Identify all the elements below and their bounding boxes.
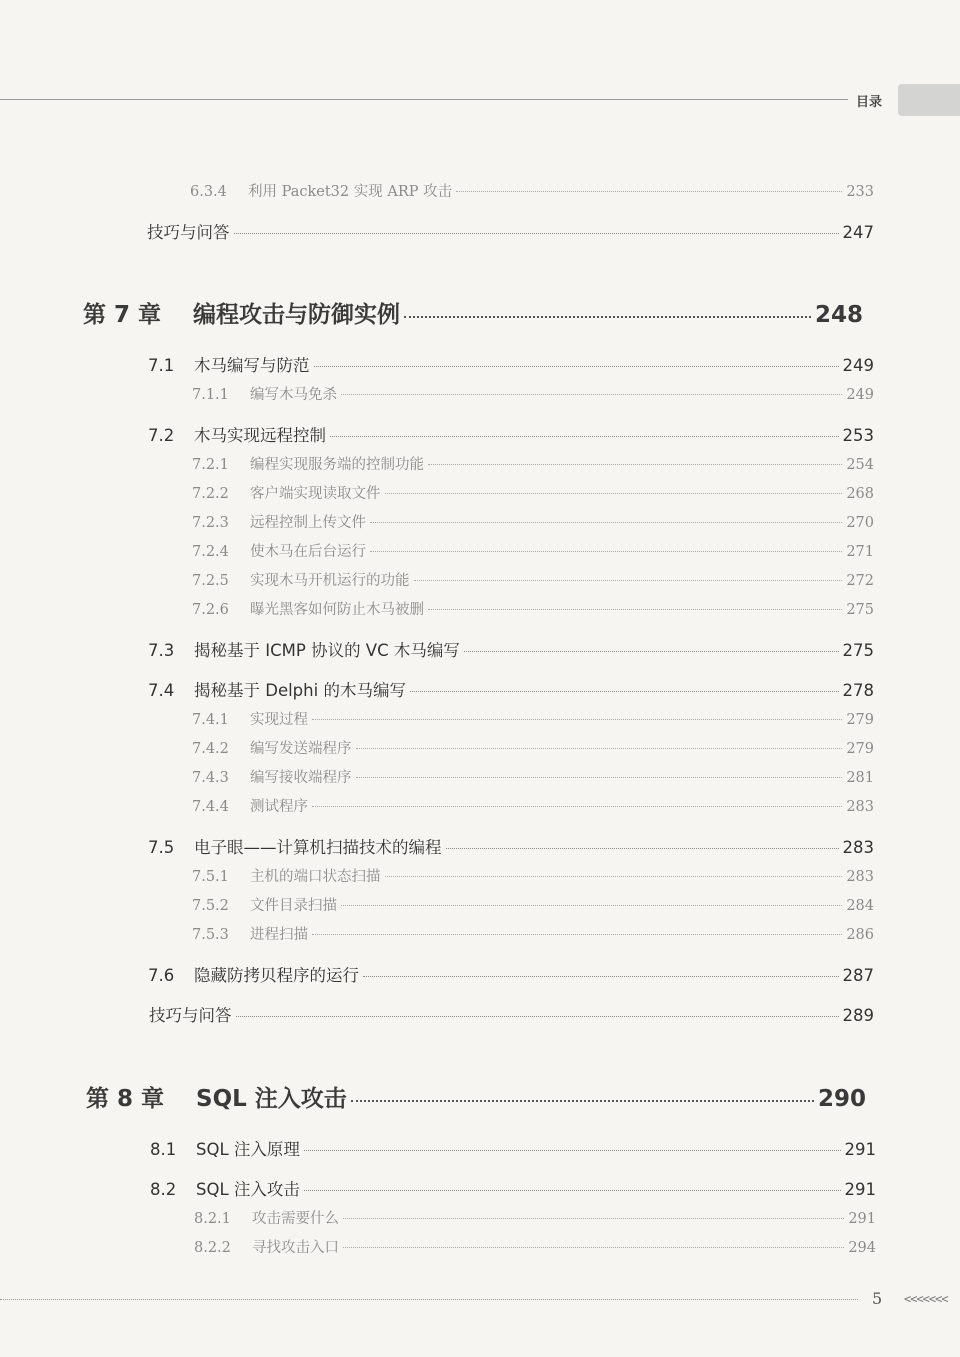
dot-leader xyxy=(236,1016,839,1017)
entry-title: 隐藏防拷贝程序的运行 xyxy=(194,966,359,985)
entry-title: 编写接收端程序 xyxy=(250,770,352,786)
entry-page: 294 xyxy=(848,1240,876,1256)
entry-title: SQL 注入攻击 xyxy=(196,1180,300,1199)
entry-number: 7.3 xyxy=(148,641,175,660)
entry-number: 7.4.2 xyxy=(192,741,229,757)
header-rule xyxy=(0,99,848,100)
chapter-title: 编程攻击与防御实例 xyxy=(193,302,400,328)
entry-number: 8.1 xyxy=(150,1140,177,1159)
entry-title: 曝光黑客如何防止木马被删 xyxy=(250,602,424,618)
entry-number: 8.2.2 xyxy=(194,1240,231,1256)
toc-entry-6-3-4 xyxy=(190,180,874,201)
dot-leader xyxy=(351,1100,814,1102)
entry-number: 7.4.4 xyxy=(192,799,229,815)
dot-leader xyxy=(428,464,842,465)
toc-entry-7-5-1 xyxy=(192,865,874,886)
entry-page: 233 xyxy=(846,184,874,200)
entry-page: 291 xyxy=(844,1140,876,1159)
toc-entry-7-2-3 xyxy=(192,511,874,532)
dot-leader xyxy=(341,905,842,906)
dot-leader xyxy=(312,719,842,720)
entry-title: 揭秘基于 ICMP 协议的 VC 木马编写 xyxy=(194,641,460,660)
entry-page: 249 xyxy=(846,387,874,403)
entry-page: 249 xyxy=(842,356,874,375)
dot-leader xyxy=(356,748,843,749)
entry-page: 253 xyxy=(842,426,874,445)
dot-leader xyxy=(314,366,839,367)
entry-page: 287 xyxy=(842,966,874,985)
header-label: 目录 xyxy=(856,95,883,110)
toc-entry-7-4-3 xyxy=(192,766,874,787)
entry-page: 275 xyxy=(846,602,874,618)
dot-leader xyxy=(456,191,842,192)
entry-page: 247 xyxy=(842,223,874,242)
entry-number: 7.2.5 xyxy=(192,573,229,589)
chapter-number: 第 8 章 xyxy=(86,1086,165,1112)
toc-entry-8-1 xyxy=(150,1136,876,1160)
entry-number: 7.4 xyxy=(148,681,175,700)
dot-leader xyxy=(385,876,843,877)
entry-number: 7.2.3 xyxy=(192,515,229,531)
entry-title: 进程扫描 xyxy=(250,927,308,943)
entry-page: 284 xyxy=(846,898,874,914)
entry-title: 远程控制上传文件 xyxy=(250,515,366,531)
entry-number: 7.2.4 xyxy=(192,544,229,560)
dot-leader xyxy=(304,1150,841,1151)
footer-page-number: 5 xyxy=(872,1289,883,1308)
entry-page: 278 xyxy=(842,681,874,700)
entry-page: 283 xyxy=(846,869,874,885)
toc-entry-7-4 xyxy=(148,677,874,701)
toc-entry-7-2-5 xyxy=(192,569,874,590)
entry-title: 编写木马免杀 xyxy=(250,387,337,403)
dot-leader xyxy=(341,394,842,395)
dot-leader xyxy=(414,580,843,581)
dot-leader xyxy=(428,609,842,610)
toc-entry-7-5-2 xyxy=(192,894,874,915)
toc-entry-7-5-3 xyxy=(192,923,874,944)
dot-leader xyxy=(410,691,839,692)
footer-rule xyxy=(0,1299,858,1300)
toc-entry-8-2-2 xyxy=(194,1236,876,1257)
entry-title: 使木马在后台运行 xyxy=(250,544,366,560)
entry-number: 7.1 xyxy=(148,356,175,375)
toc-entry-7-4-4 xyxy=(192,795,874,816)
toc-entry-7-2-2 xyxy=(192,482,874,503)
entry-title: 技巧与问答 xyxy=(147,223,230,242)
dot-leader xyxy=(404,316,811,318)
toc-entry-7-2-6 xyxy=(192,598,874,619)
toc-chapter-7 xyxy=(83,296,863,329)
entry-title: 实现木马开机运行的功能 xyxy=(250,573,410,589)
toc-chapter-8 xyxy=(86,1080,866,1113)
entry-title: 文件目录扫描 xyxy=(250,898,337,914)
entry-title: 揭秘基于 Delphi 的木马编写 xyxy=(194,681,406,700)
dot-leader xyxy=(312,934,842,935)
dot-leader xyxy=(356,777,843,778)
entry-number: 7.2.1 xyxy=(192,457,229,473)
entry-number: 7.5.3 xyxy=(192,927,229,943)
dot-leader xyxy=(385,493,843,494)
toc-entry-7-1 xyxy=(148,352,874,376)
dot-leader xyxy=(330,436,839,437)
dot-leader xyxy=(363,976,839,977)
dot-leader xyxy=(304,1190,841,1191)
entry-number: 7.2.2 xyxy=(192,486,229,502)
entry-title: 主机的端口状态扫描 xyxy=(250,869,381,885)
entry-page: 279 xyxy=(846,712,874,728)
entry-title: 寻找攻击入口 xyxy=(252,1240,339,1256)
entry-title: 编写发送端程序 xyxy=(250,741,352,757)
entry-title: 客户端实现读取文件 xyxy=(250,486,381,502)
entry-page: 291 xyxy=(848,1211,876,1227)
entry-page: 268 xyxy=(846,486,874,502)
dot-leader xyxy=(343,1218,844,1219)
entry-number: 7.6 xyxy=(148,966,175,985)
entry-title: 木马实现远程控制 xyxy=(194,426,326,445)
toc-entry-7-2 xyxy=(148,422,874,446)
entry-title: 实现过程 xyxy=(250,712,308,728)
toc-entry-8-2-1 xyxy=(194,1207,876,1228)
header-tab xyxy=(898,84,960,116)
dot-leader xyxy=(370,551,842,552)
entry-number: 6.3.4 xyxy=(190,184,227,200)
entry-page: 286 xyxy=(846,927,874,943)
entry-number: 7.5 xyxy=(148,838,175,857)
toc-entry-7-6 xyxy=(148,962,874,986)
entry-number: 7.5.1 xyxy=(192,869,229,885)
entry-number: 8.2.1 xyxy=(194,1211,231,1227)
entry-page: 275 xyxy=(842,641,874,660)
entry-title: 利用 Packet32 实现 ARP 攻击 xyxy=(248,184,453,200)
toc-entry-7-2-1 xyxy=(192,453,874,474)
entry-page: 291 xyxy=(844,1180,876,1199)
entry-page: 270 xyxy=(846,515,874,531)
footer-arrows-decoration: <<<<<<< xyxy=(904,1292,948,1306)
dot-leader xyxy=(464,651,839,652)
toc-entry-7-5 xyxy=(148,834,874,858)
dot-leader xyxy=(234,233,839,234)
dot-leader xyxy=(370,522,842,523)
dot-leader xyxy=(312,806,842,807)
chapter-number: 第 7 章 xyxy=(83,302,162,328)
entry-title: 攻击需要什么 xyxy=(252,1211,339,1227)
entry-title: SQL 注入原理 xyxy=(196,1140,300,1159)
chapter-title: SQL 注入攻击 xyxy=(196,1086,347,1112)
entry-title: 测试程序 xyxy=(250,799,308,815)
entry-page: 289 xyxy=(842,1006,874,1025)
entry-number: 7.5.2 xyxy=(192,898,229,914)
entry-number: 8.2 xyxy=(150,1180,177,1199)
entry-title: 编程实现服务端的控制功能 xyxy=(250,457,424,473)
entry-title: 技巧与问答 xyxy=(149,1006,232,1025)
toc-entry-7-4-2 xyxy=(192,737,874,758)
entry-number: 7.4.1 xyxy=(192,712,229,728)
entry-page: 272 xyxy=(846,573,874,589)
dot-leader xyxy=(343,1247,844,1248)
toc-entry-7-1-1 xyxy=(192,383,874,404)
entry-number: 7.4.3 xyxy=(192,770,229,786)
entry-page: 279 xyxy=(846,741,874,757)
dot-leader xyxy=(446,848,839,849)
entry-number: 7.1.1 xyxy=(192,387,229,403)
entry-number: 7.2.6 xyxy=(192,602,229,618)
chapter-page: 290 xyxy=(817,1086,866,1112)
chapter-page: 248 xyxy=(814,302,863,328)
entry-page: 281 xyxy=(846,770,874,786)
entry-number: 7.2 xyxy=(148,426,175,445)
toc-entry-8-2 xyxy=(150,1176,876,1200)
toc-entry-7-3 xyxy=(148,637,874,661)
toc-entry-qa-7 xyxy=(149,1002,874,1026)
toc-entry-7-4-1 xyxy=(192,708,874,729)
entry-page: 271 xyxy=(846,544,874,560)
entry-page: 283 xyxy=(842,838,874,857)
toc-entry-qa-6 xyxy=(147,219,874,243)
entry-page: 283 xyxy=(846,799,874,815)
entry-title: 电子眼——计算机扫描技术的编程 xyxy=(194,838,442,857)
toc-entry-7-2-4 xyxy=(192,540,874,561)
entry-title: 木马编写与防范 xyxy=(194,356,310,375)
entry-page: 254 xyxy=(846,457,874,473)
